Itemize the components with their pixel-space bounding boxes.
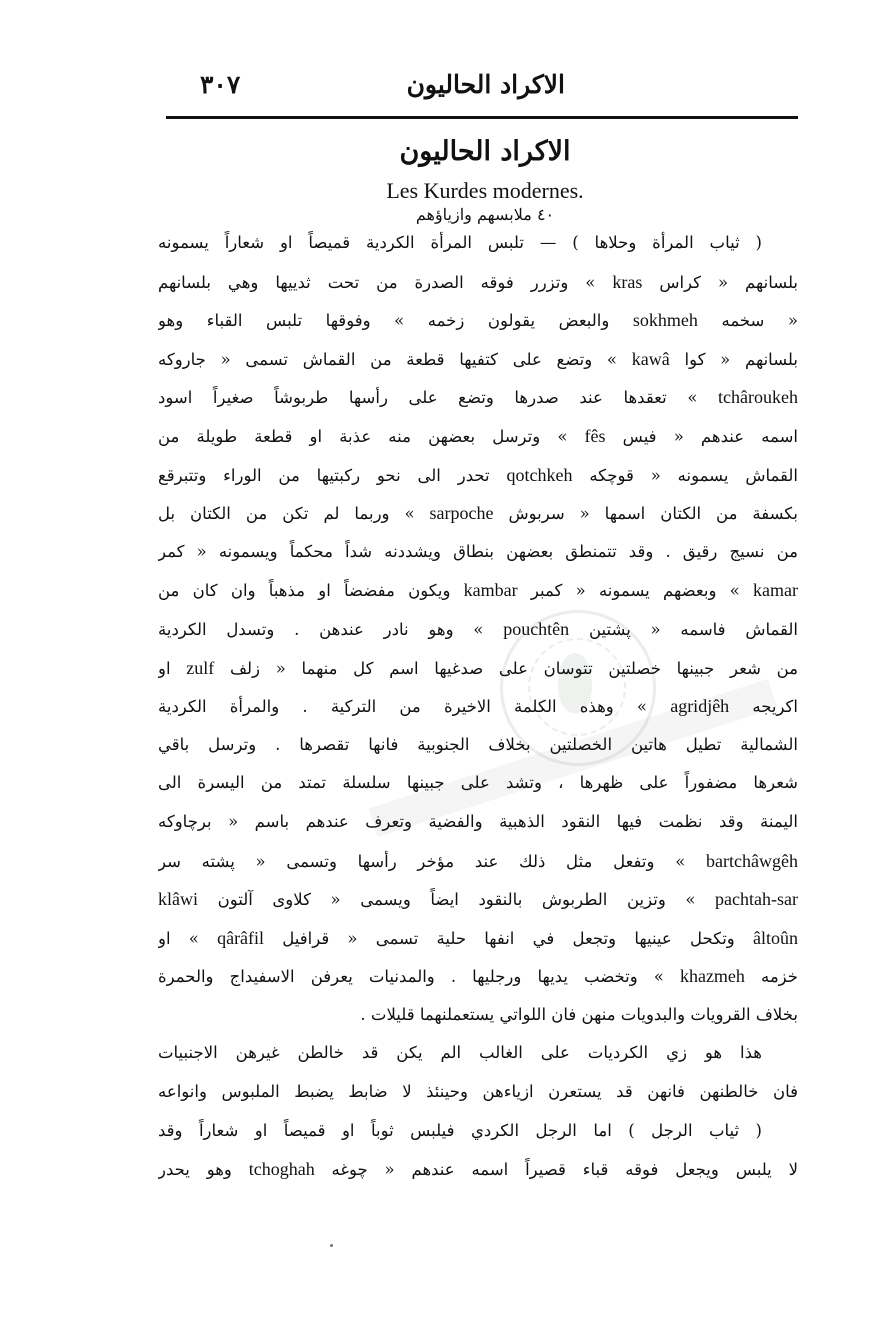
text-line [158, 224, 798, 263]
arabic-text: من نسيج رقيق . وقد تتمنطق بعضهن بنطاق ويشددنه شداً محكماً ويسمونه « كمر [158, 541, 798, 561]
arabic-text: » وتزرر فوقه الصدرة من تحت ثدييها وهي بلسانهم [158, 272, 596, 292]
text-line [158, 687, 798, 726]
arabic-text: بخلاف القرويات والبدويات منهن فان اللواتي يستعملنهما قليلات . [360, 1004, 798, 1024]
text-line [158, 610, 798, 649]
arabic-text: بلسانهم « كوا [684, 349, 798, 369]
text-line [158, 880, 798, 919]
page-number: ٣٠٧ [200, 70, 241, 99]
text-line [158, 571, 798, 610]
arabic-text: « سخمه [721, 311, 798, 331]
transliteration: khazmeh [679, 966, 745, 987]
arabic-text: » وتضع على كتفيها قطعة من القماش تسمى « جاروكه [158, 349, 618, 369]
text-line [158, 803, 798, 842]
arabic-text: من شعر جبينها خصلتين تتوسان على صدغيها اسم كل منهما « زلف [229, 658, 798, 678]
text-line [158, 340, 798, 379]
arabic-text: ( ثياب المرأة وحلاها ) — تلبس المرأة الكردية قميصاً او شعاراً يسمونه [158, 233, 762, 252]
arabic-text: القماش يسمونه « قوچكه [589, 465, 798, 485]
text-line [158, 1073, 798, 1112]
arabic-text: القماش فاسمه « پشتين [588, 619, 798, 639]
text-line [158, 378, 798, 417]
arabic-text: » وهذه الكلمة الاخيرة من التركية . والمرأة الكردية [158, 697, 648, 717]
transliteration: sarpoche [429, 503, 494, 524]
text-line [158, 417, 798, 456]
arabic-text: وتكحل عينيها وتجعل في انفها حلية تسمى « قرافيل [282, 928, 735, 948]
arabic-text: بكسفة من الكتان اسمها « سربوش [508, 504, 798, 524]
transliteration: bartchâwgêh [706, 850, 798, 871]
transliteration: fês [584, 425, 606, 446]
transliteration: agridjêh [670, 696, 730, 717]
transliteration: kambar [463, 580, 518, 601]
text-line [158, 649, 798, 688]
text-line [158, 494, 798, 533]
text-line [158, 726, 798, 765]
transliteration: zulf [186, 657, 215, 678]
arabic-text: » او [158, 928, 199, 948]
transliteration: sokhmeh [632, 310, 698, 331]
arabic-text: اليمنة وقد نظمت فيها النقود الذهبية والفضية وتعرف عندهم باسم « برچاوكه [158, 811, 798, 831]
transliteration: tchoghah [248, 1159, 315, 1180]
header-rule [166, 116, 798, 119]
arabic-text: الشمالية تطيل هاتين الخصلتين بخلاف الجنوبية فانها تقصرها . وترسل باقي [158, 734, 798, 754]
transliteration: kras [612, 271, 643, 292]
text-line [158, 919, 798, 958]
arabic-text: اكريجه [752, 697, 798, 717]
page-speck [330, 1244, 333, 1247]
arabic-text: » وتخضب يديها ورجليها . والمدنيات يعرفن الاسفيداج والحمرة [158, 967, 664, 987]
text-line [158, 533, 798, 572]
text-line [158, 1034, 798, 1073]
arabic-text: » تعقدها عند صدرها وتضع على رأسها طربوشاً صغيراً اسود [158, 388, 698, 408]
arabic-text: ويكون مفضضاً او مذهباً وان كان من [158, 581, 451, 601]
transliteration: kawâ [631, 348, 670, 369]
arabic-text: او [158, 658, 171, 678]
text-line [158, 301, 798, 340]
arabic-text: » وتفعل مثل ذلك عند مؤخر رأسها وتسمى « پشته سر [158, 851, 686, 871]
running-title: الاكراد الحاليون [406, 70, 565, 99]
text-line [158, 764, 798, 803]
text-line [158, 957, 798, 996]
transliteration: qârâfil [217, 927, 265, 948]
section-title: الاكراد الحاليون [399, 136, 571, 167]
section-subtitle-french: Les Kurdes modernes. [386, 178, 584, 203]
arabic-text: خزمه [761, 967, 798, 987]
transliteration: tchâroukeh [718, 387, 798, 408]
arabic-text: فان خالطنهن فانهن قد يستعرن ازياءهن وحينئذ لا ضابط يضبط الملبوس وانواعه [158, 1082, 798, 1102]
transliteration: klâwi [158, 889, 198, 910]
text-line [158, 842, 798, 881]
body-text [158, 224, 798, 1189]
arabic-text: وهو يحدر [158, 1160, 232, 1180]
running-head [170, 68, 800, 110]
arabic-text: » وهو نادر عندهن . وتسدل الكردية [158, 619, 484, 639]
text-line [158, 456, 798, 495]
arabic-text: لا يلبس ويجعل فوقه قباء قصيراً اسمه عندهم « چوغه [331, 1160, 798, 1180]
section-subheading: ٤٠ ملابسهم وازياؤهم [415, 205, 555, 224]
transliteration: âltoûn [753, 927, 798, 948]
text-line [158, 263, 798, 302]
transliteration: qotchkeh [506, 464, 573, 485]
arabic-text: هذا هو زي الكرديات على الغالب الم يكن قد خالطن غيرهن الاجنبيات [158, 1043, 762, 1063]
arabic-text: اسمه عندهم « فيس [622, 426, 798, 446]
arabic-text: والبعض يقولون زخمه » وفوقها تلبس القباء وهو [158, 311, 610, 331]
arabic-text: » وتزين الطربوش بالنقود ايضاً ويسمى « كلاوى آلتون [217, 890, 696, 910]
text-line [158, 1150, 798, 1189]
arabic-text: شعرها مضفوراً على ظهرها ، وتشد على جبينها سلسلة تمتد من اليسرة الى [158, 773, 798, 793]
transliteration: pouchtên [503, 618, 570, 639]
transliteration: kamar [753, 580, 798, 601]
arabic-text: » وربما لم تكن من الكتان بل [158, 504, 415, 524]
arabic-text: » وترسل بعضهن منه عذبة او قطعة طويلة من [158, 426, 568, 446]
transliteration: pachtah-sar [715, 889, 798, 910]
text-line [158, 996, 798, 1035]
arabic-text: تحدر الى نحو ركبتيها من الوراء وتتبرقع [158, 465, 490, 485]
arabic-text: بلسانهم « كراس [659, 272, 798, 292]
arabic-text: » وبعضهم يسمونه « كمبر [530, 581, 740, 601]
text-line [158, 1112, 798, 1151]
arabic-text: ( ثياب الرجل ) اما الرجل الكردي فيلبس ثوباً او قميصاً او شعاراً وقد [158, 1120, 762, 1140]
